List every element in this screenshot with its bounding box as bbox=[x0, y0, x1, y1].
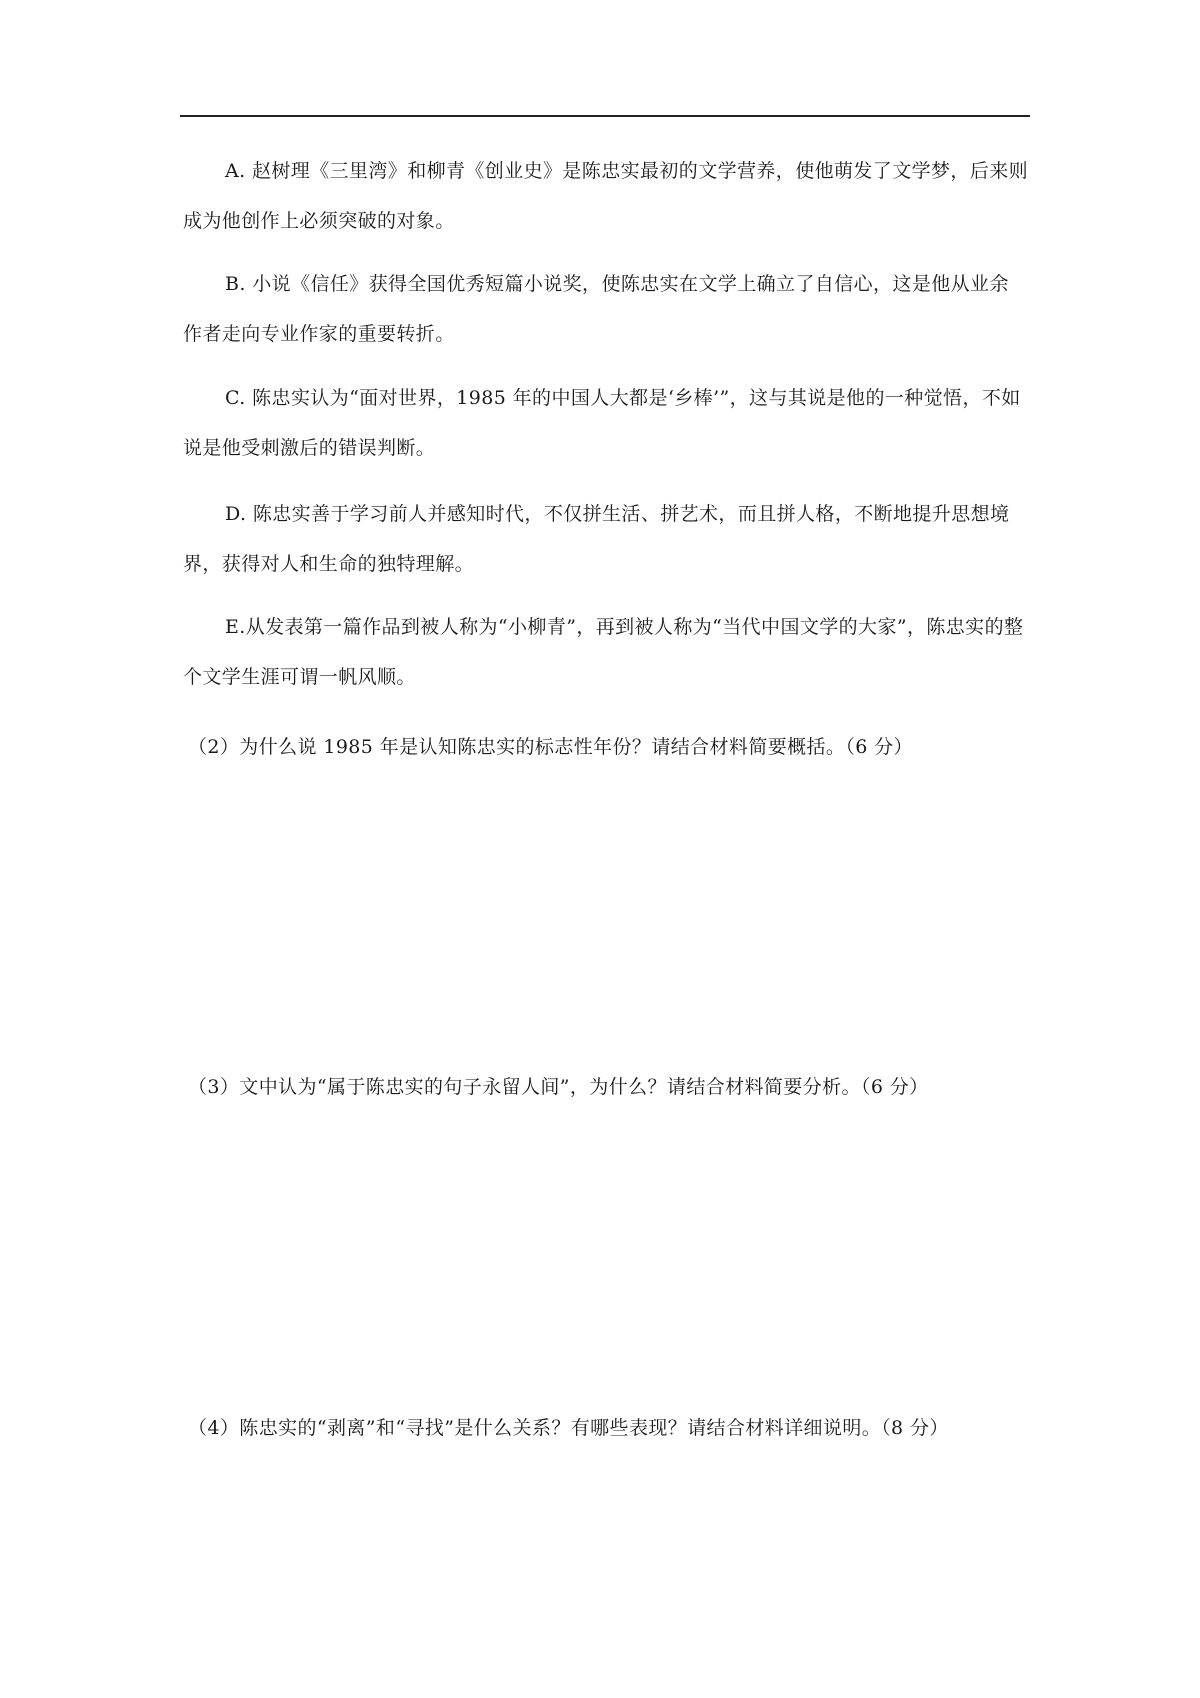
question-2: （2）为什么说 1985 年是认知陈忠实的标志性年份？请结合材料简要概括。（6 分） bbox=[188, 736, 913, 758]
option-d: D. 陈忠实善于学习前人并感知时代，不仅拼生活、拼艺术，而且拼人格，不断地提升思想境界，获得对人和生命的独特理解。 bbox=[183, 503, 1010, 575]
option-a: A. 赵树理《三里湾》和柳青《创业史》是陈忠实最初的文学营养，使他萌发了文学梦，后来则成为他创作上必须突破的对象。 bbox=[183, 160, 1029, 232]
option-c: C. 陈忠实认为“面对世界，1985 年的中国人大都是‘乡棒’”，这与其说是他的一种觉悟，不如说是他受刺激后的错误判断。 bbox=[183, 387, 1021, 459]
question-3: （3）文中认为“属于陈忠实的句子永留人间”，为什么？请结合材料简要分析。（6 分） bbox=[188, 1076, 929, 1098]
option-b: B. 小说《信任》获得全国优秀短篇小说奖，使陈忠实在文学上确立了自信心，这是他从业余作者走向专业作家的重要转折。 bbox=[183, 273, 1009, 345]
question-4: （4）陈忠实的“剥离”和“寻找”是什么关系？有哪些表现？请结合材料详细说明。（8 分） bbox=[188, 1417, 949, 1439]
option-e: E.从发表第一篇作品到被人称为“小柳青”，再到被人称为“当代中国文学的大家”，陈忠实的整个文学生涯可谓一帆风顺。 bbox=[183, 616, 1024, 688]
header-rule bbox=[180, 115, 1030, 117]
